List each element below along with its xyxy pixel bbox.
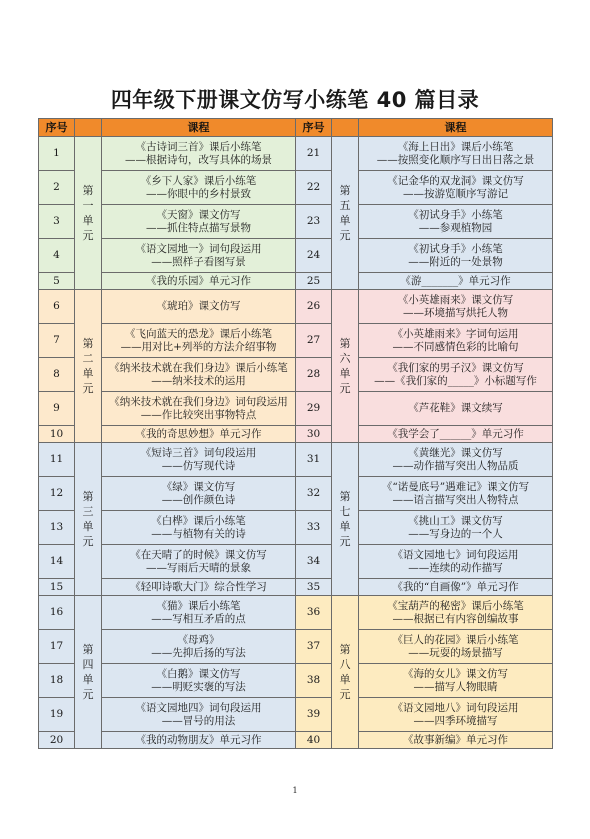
course-cell [102,358,296,392]
course-line: 《记金华的双龙洞》课文仿写 [387,174,524,187]
course-line: ——仿写现代诗 [161,459,236,472]
course-line: ——根据已有内容创编故事 [392,612,519,625]
row-number: 18 [39,664,75,698]
row-number: 39 [296,698,332,732]
course-line: 《海的女儿》课文仿写 [403,667,508,680]
course-line: 《宝葫芦的秘密》课后小练笔 [387,599,524,612]
course-line: ——明贬实褒的写法 [151,680,246,693]
row-number: 36 [296,596,332,630]
row-number: 28 [296,358,332,392]
header-course-right: 课程 [359,119,553,137]
unit-label-char: 单 [339,214,351,227]
course-line: 《海上日出》课后小练笔 [397,140,514,153]
unit-label-char: 二 [82,352,94,365]
course-line: 《小英雄雨来》字词句运用 [392,327,519,340]
course-cell [102,137,296,171]
course-cell [359,698,553,732]
table-row [39,273,553,290]
course-line: ——写身边的一个人 [408,527,503,540]
course-cell [359,596,553,630]
row-number: 27 [296,324,332,358]
course-cell [102,273,296,290]
course-line: ——四季环境描写 [413,714,498,727]
course-line: ——根据诗句，改写具体的场景 [125,153,272,166]
course-cell [102,477,296,511]
unit-label-char: 单 [339,367,351,380]
course-line: ——纳米技术的运用 [151,374,246,387]
course-line: 《短诗三首》词句段运用 [140,446,257,459]
row-number: 40 [296,732,332,749]
row-number: 30 [296,426,332,443]
course-line: ——作比较突出事物特点 [140,408,257,421]
course-line: 《小英雄雨来》课文仿写 [397,293,514,306]
row-number: 14 [39,545,75,579]
course-cell [359,171,553,205]
unit-cell [332,443,359,596]
unit-label-char: 八 [339,658,351,671]
course-line: 《语文园地四》词句段运用 [135,701,262,714]
header-num-right: 序号 [296,119,332,137]
table-row [39,630,553,664]
unit-label-char: 单 [82,367,94,380]
course-line: ——先抑后扬的写法 [151,646,246,659]
course-line: 《初试身手》小练笔 [408,208,503,221]
unit-label-char: 第 [339,337,351,350]
row-number: 17 [39,630,75,664]
course-line: 《语文园地七》词句段运用 [392,548,519,561]
course-line: 《我学会了______》单元习作 [387,427,524,440]
row-number: 24 [296,239,332,273]
table-row [39,392,553,426]
row-number: 6 [39,290,75,324]
course-line: 《白鹅》课文仿写 [156,667,241,680]
row-number: 26 [296,290,332,324]
row-number: 16 [39,596,75,630]
unit-label-char: 单 [82,214,94,227]
course-line: ——参观植物园 [418,221,493,234]
course-cell [102,239,296,273]
course-line: 《我们家的男子汉》课文仿写 [387,361,524,374]
unit-label-char: 元 [82,229,94,242]
course-line: ——动作描写突出人物品质 [392,459,519,472]
course-cell [102,171,296,205]
course-line: 《语文园地八》词句段运用 [392,701,519,714]
course-line: ——不同感情色彩的比喻句 [392,340,519,353]
course-line: ——按照变化顺序写日出日落之景 [376,153,535,166]
table-row [39,205,553,239]
unit-label-char: 五 [339,199,351,212]
unit-label-char: 第 [339,184,351,197]
course-line: 《挑山工》课文仿写 [408,514,503,527]
table-row [39,443,553,477]
course-cell [102,426,296,443]
unit-label-char: 元 [339,229,351,242]
course-line: ——你眼中的乡村景致 [146,187,251,200]
course-line: 《猫》课后小练笔 [156,599,241,612]
table-row [39,579,553,596]
course-line: ——用对比+列举的方法介绍事物 [120,340,277,353]
course-line: ——写相互矛盾的点 [151,612,246,625]
course-cell [359,290,553,324]
table-row [39,732,553,749]
unit-label-char: 单 [82,673,94,686]
row-number: 2 [39,171,75,205]
row-number: 23 [296,205,332,239]
unit-label-char: 第 [82,643,94,656]
course-line: 《我的乐园》单元习作 [146,274,251,287]
course-line: ——照样子看图写景 [151,255,246,268]
table-row [39,511,553,545]
unit-cell [332,596,359,749]
course-cell [359,392,553,426]
unit-label-char: 元 [82,535,94,548]
course-line: ——玩耍的场景描写 [408,646,503,659]
unit-label-char: 元 [339,382,351,395]
course-cell [102,290,296,324]
course-line: ——写雨后天晴的景象 [146,561,251,574]
unit-cell [75,290,102,443]
course-cell [102,630,296,664]
unit-label-char: 元 [82,688,94,701]
row-number: 10 [39,426,75,443]
course-cell [102,664,296,698]
unit-label-char: 单 [339,673,351,686]
course-line: ——描写人物眼睛 [413,680,498,693]
header-num-left: 序号 [39,119,75,137]
unit-cell [332,137,359,290]
course-cell [102,545,296,579]
unit-label-char: 单 [339,520,351,533]
course-cell [359,477,553,511]
unit-label-char: 第 [82,490,94,503]
table-row [39,545,553,579]
course-line: 《轻叩诗歌大门》综合性学习 [130,580,267,593]
page-title: 四年级下册课文仿写小练笔 40 篇目录 [110,88,480,112]
course-cell [102,511,296,545]
course-line: ——《我们家的_____》小标题写作 [374,374,537,387]
course-line: ——环境描写烘托人物 [403,306,508,319]
course-cell [359,630,553,664]
course-line: 《我的奇思妙想》单元习作 [135,427,262,440]
course-cell [359,239,553,273]
header-unit-left [75,119,102,137]
table-header-row [39,119,553,137]
course-line: ——按游览顺序写游记 [403,187,508,200]
row-number: 5 [39,273,75,290]
unit-label-char: 第 [339,643,351,656]
course-cell [359,273,553,290]
row-number: 19 [39,698,75,732]
course-cell [359,664,553,698]
header-unit-right [332,119,359,137]
unit-cell [75,443,102,596]
unit-label-char: 七 [339,505,351,518]
row-number: 35 [296,579,332,596]
course-line: 《初试身手》小练笔 [408,242,503,255]
course-line: 《我的动物朋友》单元习作 [135,733,262,746]
course-line: 《琥珀》课文仿写 [156,300,241,312]
course-line: 《母鸡》 [177,633,220,646]
table-row [39,698,553,732]
course-cell [359,579,553,596]
unit-label-char: 四 [82,658,94,671]
unit-label-char: 三 [82,505,94,518]
course-line: 《芦花鞋》课文续写 [408,402,503,414]
unit-label-char: 第 [339,490,351,503]
course-line: ——冒号的用法 [161,714,236,727]
course-line: 《故事新编》单元习作 [403,733,508,746]
row-number: 31 [296,443,332,477]
unit-cell [75,596,102,749]
row-number: 7 [39,324,75,358]
course-line: 《巨人的花园》课后小练笔 [392,633,519,646]
row-number: 4 [39,239,75,273]
row-number: 22 [296,171,332,205]
row-number: 15 [39,579,75,596]
row-number: 33 [296,511,332,545]
course-line: 《在天晴了的时候》课文仿写 [130,548,267,561]
unit-label-char: 元 [339,535,351,548]
table-row [39,358,553,392]
course-line: 《乡下人家》课后小练笔 [140,174,257,187]
course-cell [359,324,553,358]
table-row [39,596,553,630]
page-number: 1 [292,786,298,795]
row-number: 32 [296,477,332,511]
row-number: 11 [39,443,75,477]
row-number: 21 [296,137,332,171]
table-row [39,477,553,511]
course-line: 《纳米技术就在我们身边》课后小练笔 [109,361,288,374]
table-row [39,426,553,443]
course-line: 《绿》课文仿写 [161,480,236,493]
course-line: ——附近的一处景物 [408,255,503,268]
row-number: 3 [39,205,75,239]
table-row [39,290,553,324]
unit-label-char: 元 [339,688,351,701]
row-number: 37 [296,630,332,664]
course-line: 《白桦》课后小练笔 [151,514,246,527]
course-cell [359,443,553,477]
course-cell [102,205,296,239]
row-number: 34 [296,545,332,579]
course-cell [359,205,553,239]
course-line: 《纳米技术就在我们身边》词句段运用 [109,395,288,408]
course-line: 《语文园地一》词句段运用 [135,242,262,255]
course-line: ——与植物有关的诗 [151,527,246,540]
course-cell [102,324,296,358]
table-row [39,137,553,171]
course-line: 《黄继光》课文仿写 [408,446,503,459]
row-number: 25 [296,273,332,290]
course-line: 《天窗》课文仿写 [156,208,241,221]
course-cell [359,732,553,749]
unit-cell [332,290,359,443]
course-cell [359,511,553,545]
table-row [39,239,553,273]
table-row [39,664,553,698]
row-number: 20 [39,732,75,749]
contents-table [38,118,553,749]
row-number: 12 [39,477,75,511]
course-line: 《“诺曼底号”遇难记》课文仿写 [381,480,530,493]
course-cell [359,545,553,579]
course-line: 《游_______》单元习作 [400,274,511,287]
course-line: 《飞向蓝天的恐龙》课后小练笔 [125,327,272,340]
row-number: 38 [296,664,332,698]
unit-cell [75,137,102,290]
unit-label-char: 一 [82,199,94,212]
row-number: 1 [39,137,75,171]
header-course-left: 课程 [102,119,296,137]
row-number: 9 [39,392,75,426]
unit-label-char: 第 [82,184,94,197]
course-cell [102,732,296,749]
course-cell [102,596,296,630]
table-row [39,324,553,358]
row-number: 29 [296,392,332,426]
course-cell [359,137,553,171]
table-row [39,171,553,205]
course-cell [102,698,296,732]
course-line: 《古诗词三首》课后小练笔 [135,140,262,153]
unit-label-char: 六 [339,352,351,365]
course-line: 《我的“自画像”》单元习作 [392,580,519,593]
course-line: ——抓住特点描写景物 [146,221,251,234]
course-line: ——连续的动作描写 [408,561,503,574]
course-line: ——创作颜色诗 [161,493,236,506]
unit-label-char: 第 [82,337,94,350]
course-line: ——语言描写突出人物特点 [392,493,519,506]
course-cell [359,358,553,392]
course-cell [102,443,296,477]
course-cell [102,392,296,426]
unit-label-char: 元 [82,382,94,395]
course-cell [102,579,296,596]
unit-label-char: 单 [82,520,94,533]
row-number: 8 [39,358,75,392]
row-number: 13 [39,511,75,545]
course-cell [359,426,553,443]
